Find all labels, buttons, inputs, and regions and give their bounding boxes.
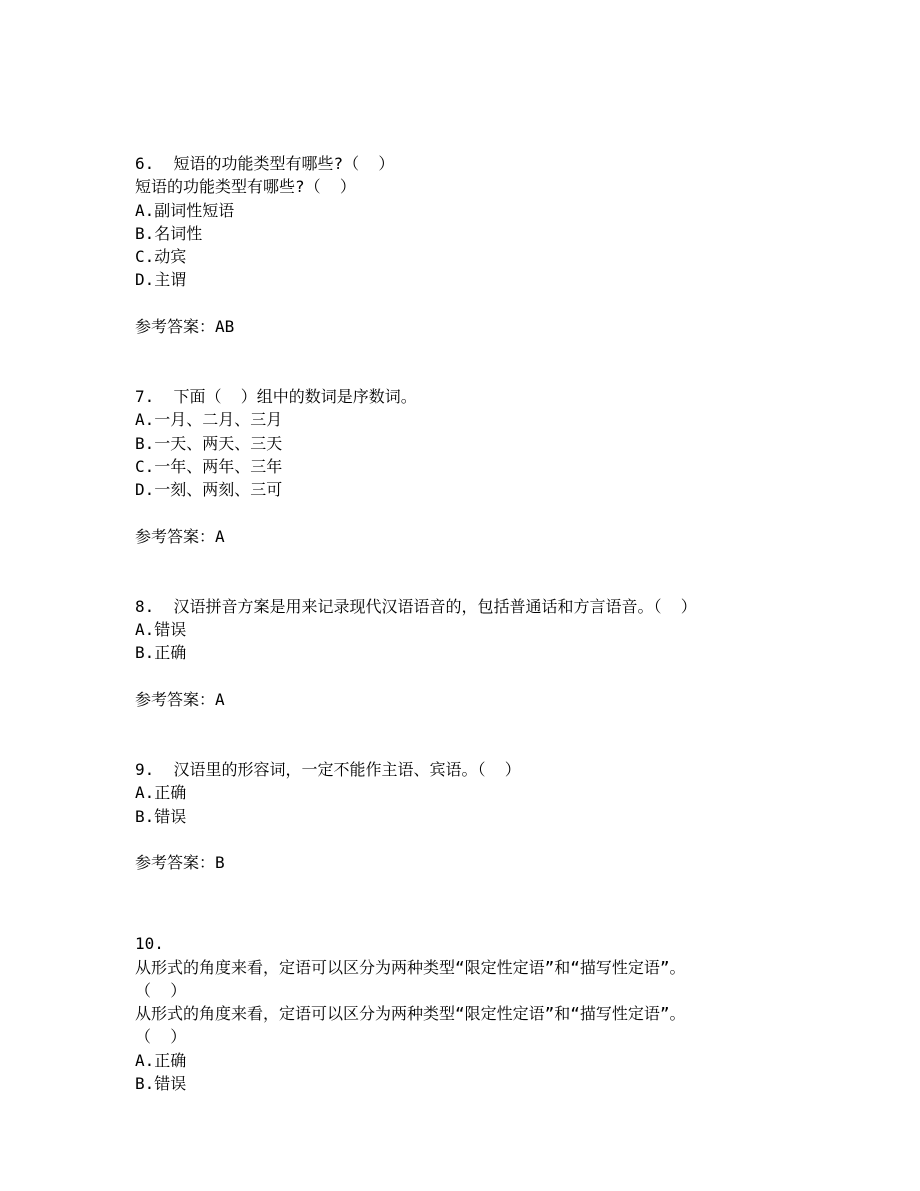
answer-value: B	[215, 852, 225, 872]
question-number: 9.	[135, 760, 155, 780]
option-b: B.错误	[135, 806, 187, 826]
question-10	[135, 932, 895, 1095]
question-number: 6.	[135, 154, 155, 173]
document-page	[135, 152, 895, 1095]
answer-line	[135, 688, 895, 711]
question-7	[135, 385, 895, 548]
option-b: B.一天、两天、三天	[135, 433, 283, 453]
option-a: A.一月、二月、三月	[135, 410, 283, 430]
option-a: A.正确	[135, 1050, 187, 1070]
option-a: A.正确	[135, 783, 187, 803]
question-6-title	[135, 152, 895, 175]
question-text: 短语的功能类型有哪些?（ ）	[173, 154, 395, 173]
question-7-title	[135, 385, 895, 408]
question-10-stem-line-2: （ ）	[135, 980, 187, 1000]
question-8-title	[135, 595, 895, 618]
option-d: D.主谓	[135, 270, 187, 290]
question-text: 汉语拼音方案是用来记录现代汉语语音的，包括普通话和方言语音。（ ）	[173, 596, 697, 616]
question-10-stem-line-3: 从形式的角度来看，定语可以区分为两种类型“限定性定语”和“描写性定语”。	[135, 1004, 686, 1024]
question-10-stem-line-1: 从形式的角度来看，定语可以区分为两种类型“限定性定语”和“描写性定语”。	[135, 957, 686, 977]
option-b: B.正确	[135, 643, 187, 663]
option-d: D.一刻、两刻、三可	[135, 480, 283, 500]
question-6	[135, 152, 895, 338]
option-a: A.副词性短语	[135, 200, 235, 220]
answer-line	[135, 315, 895, 338]
answer-value: AB	[215, 316, 235, 336]
answer-label: 参考答案：	[135, 526, 216, 546]
question-10-stem-line-4: （ ）	[135, 1027, 187, 1047]
answer-value: A	[215, 526, 225, 546]
question-9-title	[135, 758, 895, 781]
answer-label: 参考答案：	[135, 689, 216, 709]
answer-label: 参考答案：	[135, 852, 216, 872]
question-8	[135, 595, 895, 711]
answer-label: 参考答案：	[135, 316, 216, 336]
question-number: 8.	[135, 596, 155, 616]
option-c: C.动宾	[135, 247, 187, 267]
option-b: B.名词性	[135, 223, 203, 243]
question-text: 汉语里的形容词，一定不能作主语、宾语。（ ）	[173, 760, 521, 780]
option-c: C.一年、两年、三年	[135, 456, 283, 476]
answer-line	[135, 525, 895, 548]
answer-value: A	[215, 689, 225, 709]
question-number: 7.	[135, 387, 155, 407]
answer-line	[135, 851, 895, 874]
option-b: B.错误	[135, 1074, 187, 1094]
question-6-stem: 短语的功能类型有哪些?（ ）	[135, 177, 356, 197]
question-9	[135, 758, 895, 874]
option-a: A.错误	[135, 620, 187, 640]
question-text: 下面（ ）组中的数词是序数词。	[173, 387, 417, 407]
question-10-number: 10.	[135, 934, 164, 954]
